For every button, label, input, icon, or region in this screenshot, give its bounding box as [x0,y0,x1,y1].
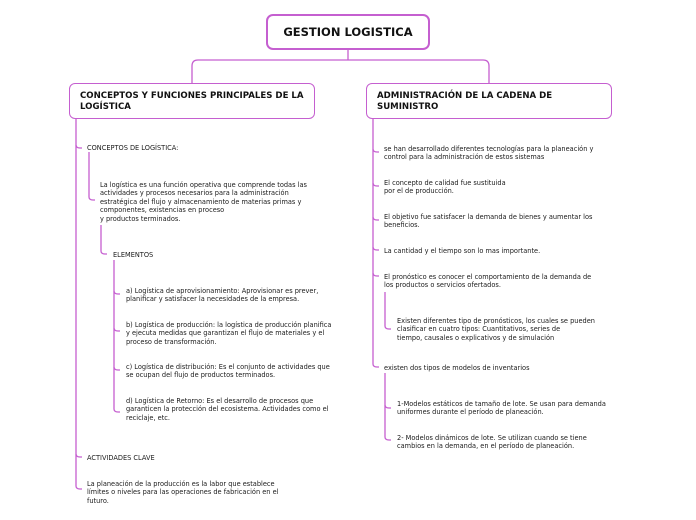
topic-calidad-produccion[interactable]: El concepto de calidad fue sustituida por el de producción. [384,179,506,196]
topic-elemento-distribucion[interactable]: c) Logística de distribución: Es el conjunto de actividades que se ocupan del flujo de productos terminados. [126,363,330,380]
topic-elementos[interactable]: ELEMENTOS [113,251,154,259]
topic-definicion-logistica[interactable]: La logística es una función operativa que comprende todas las actividades y procesos necesarios para la administración estratégica del flujo y almacenamiento de materias primas y componentes, existencias en proceso y productos terminados. [100,181,307,223]
topic-conceptos-logistica[interactable]: CONCEPTOS DE LOGÍSTICA: [87,144,179,152]
topic-elemento-aprovisionamiento[interactable]: a) Logística de aprovisionamiento: Aprovisionar es prever, planificar y satisfacer la necesidades de la empresa. [126,287,319,304]
topic-planeacion-produccion[interactable]: La planeación de la producción es la labor que establece límites o niveles para las operaciones de fabricación en el futuro. [87,480,279,505]
topic-elemento-retorno[interactable]: d) Logística de Retorno: Es el desarrollo de procesos que garanticen la protección del ecosistema. Actividades como el reciclaje, etc. [126,397,329,422]
topic-actividades-clave[interactable]: ACTIVIDADES CLAVE [87,454,155,462]
root-node[interactable] [266,14,430,50]
topic-tecnologias-planeacion[interactable]: se han desarrollado diferentes tecnologías para la planeación y control para la administración de estos sistemas [384,145,594,162]
topic-cantidad-tiempo[interactable]: La cantidad y el tiempo son lo mas importante. [384,247,541,255]
branch-left-title: CONCEPTOS Y FUNCIONES PRINCIPALES DE LA LOGÍSTICA [80,91,304,112]
root-title: GESTION LOGISTICA [283,25,413,39]
topic-modelos-dinamicos[interactable]: 2- Modelos dinámicos de lote. Se utilizan cuando se tiene cambios en la demanda, en el período de planeación. [397,434,587,451]
topic-modelos-inventarios[interactable]: existen dos tipos de modelos de inventarios [384,364,530,372]
topic-objetivo-demanda[interactable]: El objetivo fue satisfacer la demanda de bienes y aumentar los beneficios. [384,213,593,230]
branch-right-title: ADMINISTRACIÓN DE LA CADENA DE SUMINISTRO [377,91,553,112]
topic-elemento-produccion[interactable]: b) Logística de producción: la logística de producción planifica y ejecuta medidas que garantizan el flujo de materiales y el proceso de transformación. [126,321,332,346]
branch-cadena-suministro[interactable] [366,83,612,119]
topic-modelos-estaticos[interactable]: 1-Modelos estáticos de tamaño de lote. Se usan para demanda uniformes durante el período de planeación. [397,400,606,417]
topic-tipos-pronosticos[interactable]: Existen diferentes tipo de pronósticos, los cuales se pueden clasificar en cuatro tipos: Cuantitativos, series de tiempo, causales o explicativos y de simulación [397,317,595,342]
branch-conceptos-funciones[interactable] [69,83,315,119]
topic-pronostico[interactable]: El pronóstico es conocer el comportamiento de la demanda de los productos o servicios ofertados. [384,273,592,290]
